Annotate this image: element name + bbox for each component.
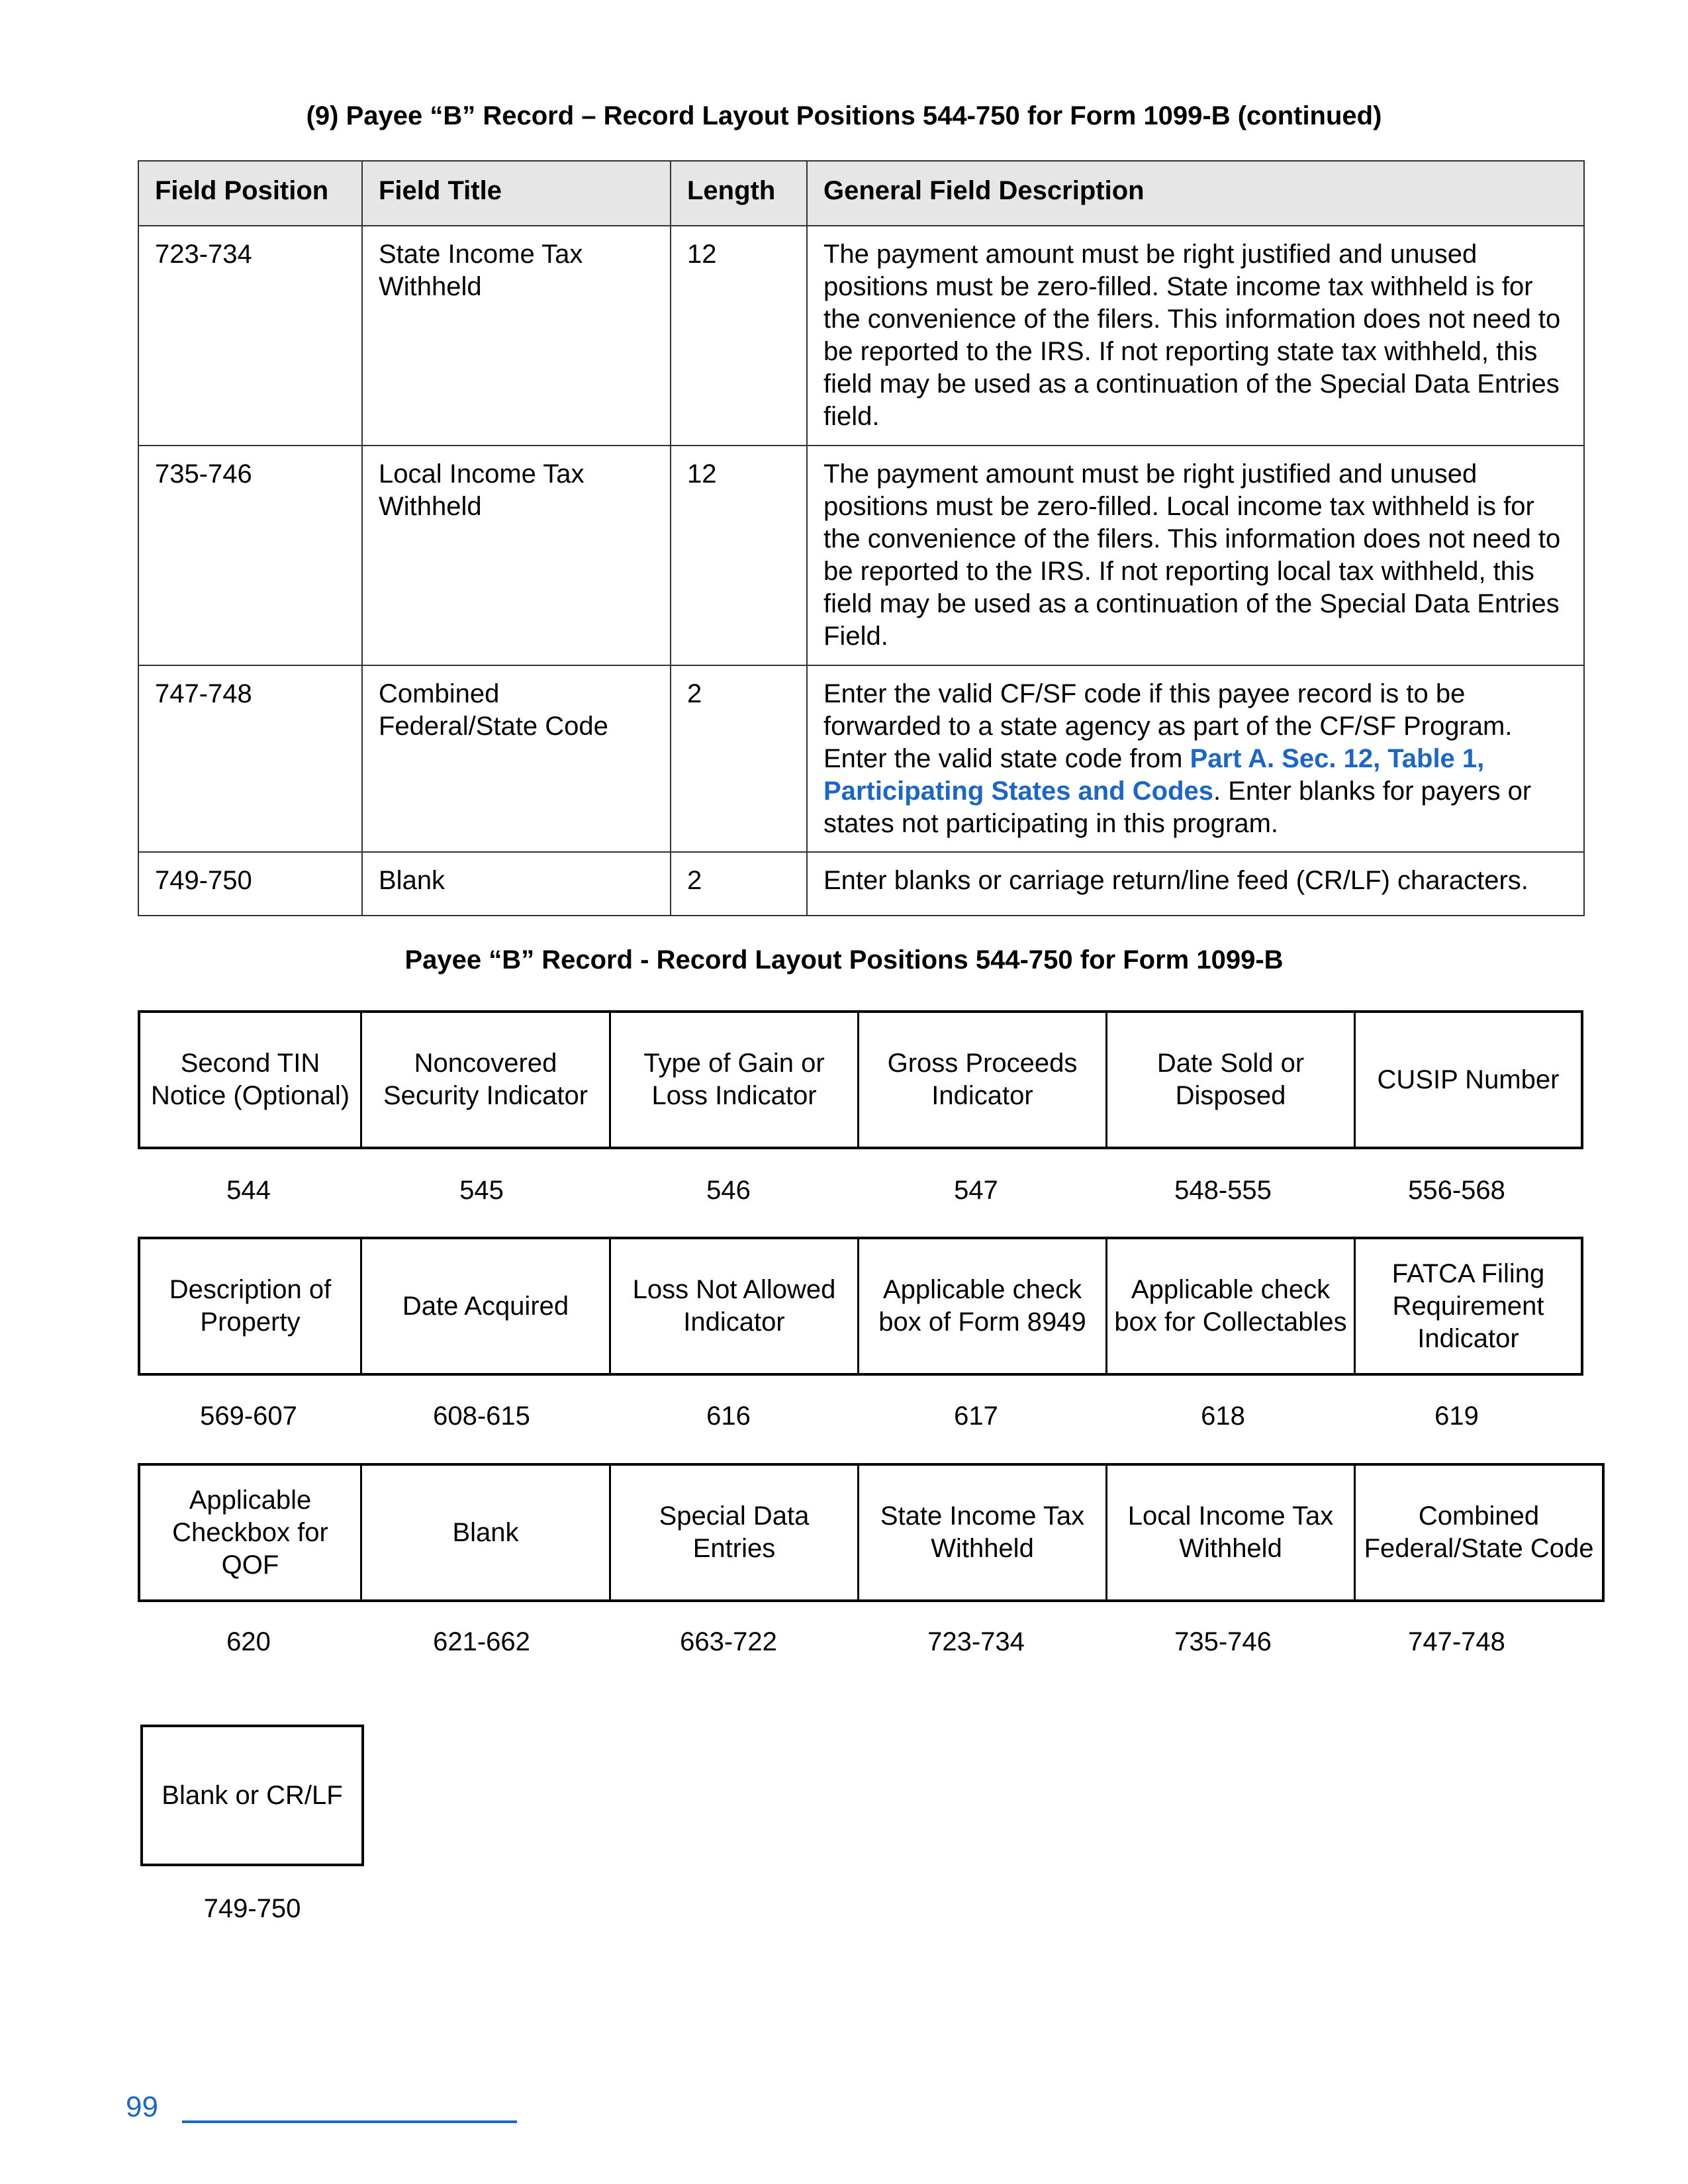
- description-text: Enter the valid CF/SF code if this payee record is to be forwarded to a state agency as part of the CF/SF Program. Enter the valid state code from: [823, 679, 1513, 773]
- layout-box-row: [138, 1463, 1605, 1602]
- layout-box: Second TIN Notice (Optional): [140, 1013, 362, 1147]
- position-label: 620: [226, 1627, 271, 1656]
- page-number: 99: [126, 2091, 158, 2123]
- position-label: 735-746: [1174, 1627, 1272, 1656]
- layout-box: Special Data Entries: [611, 1466, 859, 1599]
- position-label: 569-607: [200, 1401, 297, 1431]
- position-label: 618: [1201, 1401, 1245, 1431]
- description-cell: Enter blanks or carriage return/line feed (CR/LF) characters.: [807, 852, 1584, 916]
- layout-box: Gross Proceeds Indicator: [859, 1013, 1107, 1147]
- layout-box-row: [138, 1010, 1583, 1149]
- field-description-table: [138, 160, 1585, 916]
- layout-box: Type of Gain or Loss Indicator: [611, 1013, 859, 1147]
- table-row: [138, 446, 1584, 665]
- field-position-cell: 747-748: [138, 665, 362, 852]
- position-row: [138, 1398, 1583, 1435]
- page-title: (9) Payee “B” Record – Record Layout Positions 544-750 for Form 1099-B (continued): [306, 101, 1382, 130]
- layout-box: Description of Property: [140, 1239, 362, 1373]
- table-row: [138, 665, 1584, 852]
- header-field-position: Field Position: [138, 161, 362, 226]
- layout-box: Applicable check box of Form 8949: [859, 1239, 1107, 1373]
- field-title-cell: Local Income Tax Withheld: [362, 446, 671, 665]
- position-row: [138, 1623, 1583, 1660]
- layout-box: Applicable check box for Collectables: [1107, 1239, 1356, 1373]
- layout-box: Blank: [362, 1466, 611, 1599]
- layout-box: Loss Not Allowed Indicator: [611, 1239, 859, 1373]
- position-label: 747-748: [1408, 1627, 1505, 1656]
- table-row: [138, 852, 1584, 916]
- footer-rule: [182, 2120, 517, 2123]
- participating-states-link[interactable]: Part A. Sec. 12, Table 1, Participating States and Codes: [823, 744, 1485, 806]
- position-label: 544: [226, 1176, 271, 1205]
- layout-box: CUSIP Number: [1377, 1065, 1560, 1094]
- field-position-cell: 749-750: [138, 852, 362, 916]
- position-label: 621-662: [433, 1627, 530, 1656]
- header-length: Length: [671, 161, 807, 226]
- description-cell: The payment amount must be right justified and unused positions must be zero-filled. State income tax withheld is for the convenience of the filers. This information does not need to be reported to the IRS. If not reporting state tax withheld, this field may be used as a continuation of the Special Data Entries field.: [807, 226, 1584, 446]
- layout-box: Blank or CR/LF: [140, 1725, 364, 1866]
- table-header-row: [138, 161, 1584, 226]
- layout-box: Date Acquired: [362, 1239, 611, 1373]
- position-label: 617: [954, 1401, 998, 1431]
- position-label: 556-568: [1408, 1176, 1505, 1205]
- length-cell: 2: [671, 665, 807, 852]
- position-label: 616: [706, 1401, 751, 1431]
- field-title-cell: State Income Tax Withheld: [362, 226, 671, 446]
- length-cell: 2: [671, 852, 807, 916]
- position-label: 723-734: [927, 1627, 1025, 1656]
- position-label: 619: [1434, 1401, 1479, 1431]
- field-title-cell: Combined Federal/State Code: [362, 665, 671, 852]
- layout-box: Date Sold or Disposed: [1107, 1013, 1356, 1147]
- table-row: [138, 226, 1584, 446]
- position-label: 608-615: [433, 1401, 530, 1431]
- header-general-field-description: General Field Description: [807, 161, 1584, 226]
- record-layout-title: Payee “B” Record ‐ Record Layout Positions 544-750 for Form 1099-B: [404, 945, 1284, 974]
- position-label: 663-722: [680, 1627, 777, 1656]
- position-label: 749-750: [203, 1894, 301, 1923]
- position-label: 545: [459, 1176, 504, 1205]
- layout-box: Applicable Checkbox for QOF: [140, 1466, 362, 1599]
- position-row: [138, 1172, 1583, 1209]
- layout-box: Local Income Tax Withheld: [1107, 1466, 1356, 1599]
- position-label: 548-555: [1174, 1176, 1272, 1205]
- field-title-cell: Blank: [362, 852, 671, 916]
- layout-box: Combined Federal/State Code: [1364, 1501, 1594, 1563]
- description-cell: [807, 665, 1584, 852]
- position-label: 546: [706, 1176, 751, 1205]
- layout-box: Noncovered Security Indicator: [362, 1013, 611, 1147]
- layout-box-row: [138, 1237, 1583, 1376]
- field-position-cell: 735-746: [138, 446, 362, 665]
- length-cell: 12: [671, 226, 807, 446]
- layout-box: State Income Tax Withheld: [859, 1466, 1107, 1599]
- position-label: 547: [954, 1176, 998, 1205]
- length-cell: 12: [671, 446, 807, 665]
- description-text: . Enter blanks for payers or states not participating in this program.: [823, 777, 1532, 838]
- description-cell: The payment amount must be right justified and unused positions must be zero-filled. Local income tax withheld is for the convenience of the filers. This information does not need to be reported to the IRS. If not reporting local tax withheld, this field may be used as a continuation of the Special Data Entries Field.: [807, 446, 1584, 665]
- layout-box: FATCA Filing Requirement Indicator: [1391, 1258, 1545, 1353]
- header-field-title: Field Title: [362, 161, 671, 226]
- field-position-cell: 723-734: [138, 226, 362, 446]
